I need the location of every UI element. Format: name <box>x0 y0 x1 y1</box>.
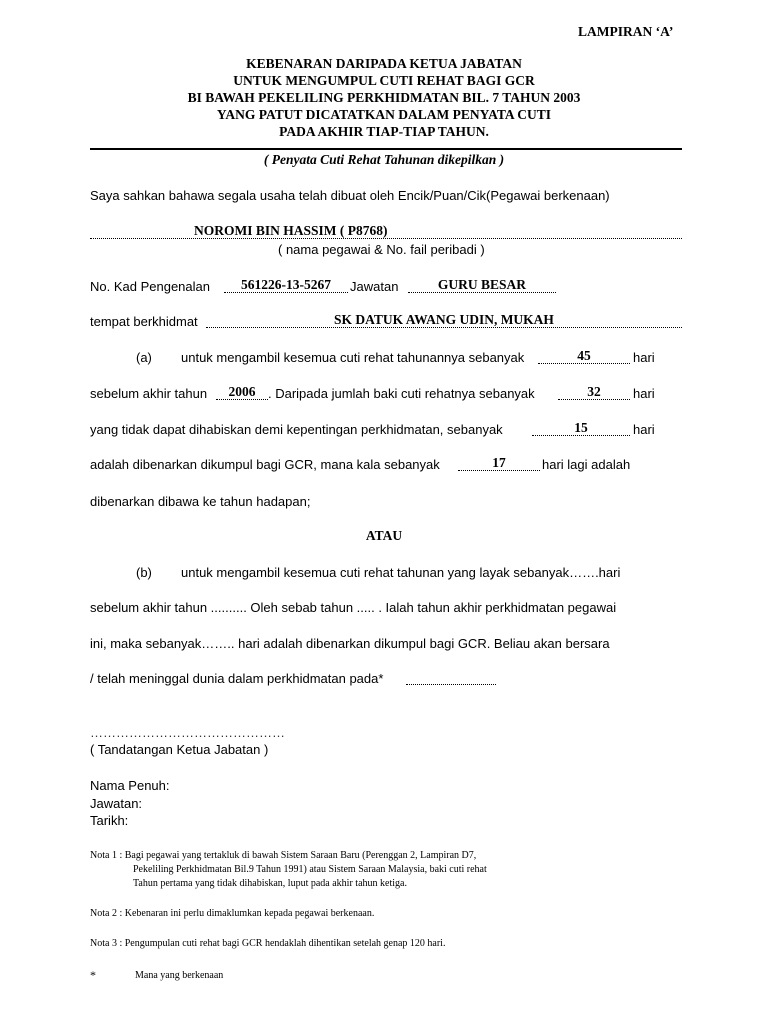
note-1-line-3: Tahun pertama yang tidak dihabiskan, luput pada akhir tahun ketiga. <box>133 878 407 889</box>
heading-line-5: PADA AKHIR TIAP-TIAP TAHUN. <box>279 124 489 139</box>
option-b-line-1: untuk mengambil kesemua cuti rehat tahunan yang layak sebanyak…….hari <box>181 565 621 580</box>
heading-line-3: BI BAWAH PEKELILING PERKHIDMATAN BIL. 7 TAHUN 2003 <box>187 90 581 105</box>
nama-penuh-label: Nama Penuh: <box>90 778 170 793</box>
signature-line: ……………………………………… <box>90 725 285 740</box>
heading-line-4: YANG PATUT DICATATKAN DALAM PENYATA CUTI <box>216 107 552 122</box>
jawatan-value: GURU BESAR <box>408 278 556 293</box>
option-a-line-5: dibenarkan dibawa ke tahun hadapan; <box>90 494 311 509</box>
ic-value: 561226-13-5267 <box>224 278 348 293</box>
option-b-label: (b) <box>136 565 152 580</box>
name-field <box>90 224 682 239</box>
heading-line-1: KEBENARAN DARIPADA KETUA JABATAN <box>246 56 522 71</box>
option-a-label: (a) <box>136 350 152 365</box>
name-caption: ( nama pegawai & No. fail peribadi ) <box>278 242 485 257</box>
option-a-line-2b: . Daripada jumlah baki cuti rehatnya sebanyak <box>268 386 535 401</box>
lampiran-label: LAMPIRAN ‘A’ <box>578 24 674 39</box>
option-a-year: 2006 <box>216 385 268 400</box>
tempat-label: tempat berkhidmat <box>90 314 198 329</box>
option-a-line-4a: adalah dibenarkan dikumpul bagi GCR, mana kala sebanyak <box>90 457 440 472</box>
asterisk-note: Mana yang berkenaan <box>135 970 224 981</box>
subheading: ( Penyata Cuti Rehat Tahunan dikepilkan ) <box>263 152 505 167</box>
employee-name: NOROMI BIN HASSIM ( P8768) <box>194 223 388 238</box>
heading-divider <box>90 148 682 150</box>
option-a-line-2a: sebelum akhir tahun <box>90 386 208 401</box>
note-1-line-2: Pekeliling Perkhidmatan Bil.9 Tahun 1991) atau Sistem Saraan Malaysia, baki cuti rehat <box>133 864 487 875</box>
option-a-days-carry: 17 <box>458 456 540 471</box>
option-b-line-2: sebelum akhir tahun .......... Oleh sebab tahun ..... . Ialah tahun akhir perkhidmatan pegawai <box>90 600 617 615</box>
heading-line-2: UNTUK MENGUMPUL CUTI REHAT BAGI GCR <box>233 73 535 88</box>
note-1-line-1: Nota 1 : Bagi pegawai yang tertakluk di bawah Sistem Saraan Baru (Perenggan 2, Lampiran D7, <box>90 850 477 861</box>
intro-text: Saya sahkan bahawa segala usaha telah dibuat oleh Encik/Puan/Cik(Pegawai berkenaan) <box>90 188 610 203</box>
option-a-days-total: 45 <box>538 349 630 364</box>
option-b-date-field <box>406 684 496 685</box>
atau-label: ATAU <box>365 528 403 543</box>
hari-label-1: hari <box>633 350 655 365</box>
option-b-line-3: ini, maka sebanyak…….. hari adalah dibenarkan dikumpul bagi GCR. Beliau akan bersara <box>90 636 610 651</box>
hari-label-3: hari <box>633 422 655 437</box>
note-2: Nota 2 : Kebenaran ini perlu dimaklumkan kepada pegawai berkenaan. <box>90 908 375 919</box>
tarikh-label: Tarikh: <box>90 813 129 828</box>
jawatan-sign-label: Jawatan: <box>90 796 143 811</box>
option-a-days-balance: 32 <box>558 385 630 400</box>
jawatan-label: Jawatan <box>350 279 399 294</box>
option-a-line-1: untuk mengambil kesemua cuti rehat tahunannya sebanyak <box>181 350 525 365</box>
tempat-value: SK DATUK AWANG UDIN, MUKAH <box>206 313 682 328</box>
option-a-line-4b: hari lagi adalah <box>542 457 631 472</box>
option-a-days-gcr: 15 <box>532 421 630 436</box>
asterisk: * <box>90 968 96 982</box>
ic-label: No. Kad Pengenalan <box>90 279 210 294</box>
option-a-line-3: yang tidak dapat dihabiskan demi kepentingan perkhidmatan, sebanyak <box>90 422 503 437</box>
hari-label-2: hari <box>633 386 655 401</box>
signature-caption: ( Tandatangan Ketua Jabatan ) <box>90 742 269 757</box>
note-3: Nota 3 : Pengumpulan cuti rehat bagi GCR hendaklah dihentikan setelah genap 120 hari. <box>90 938 446 949</box>
option-b-line-4: / telah meninggal dunia dalam perkhidmatan pada* <box>90 671 384 686</box>
